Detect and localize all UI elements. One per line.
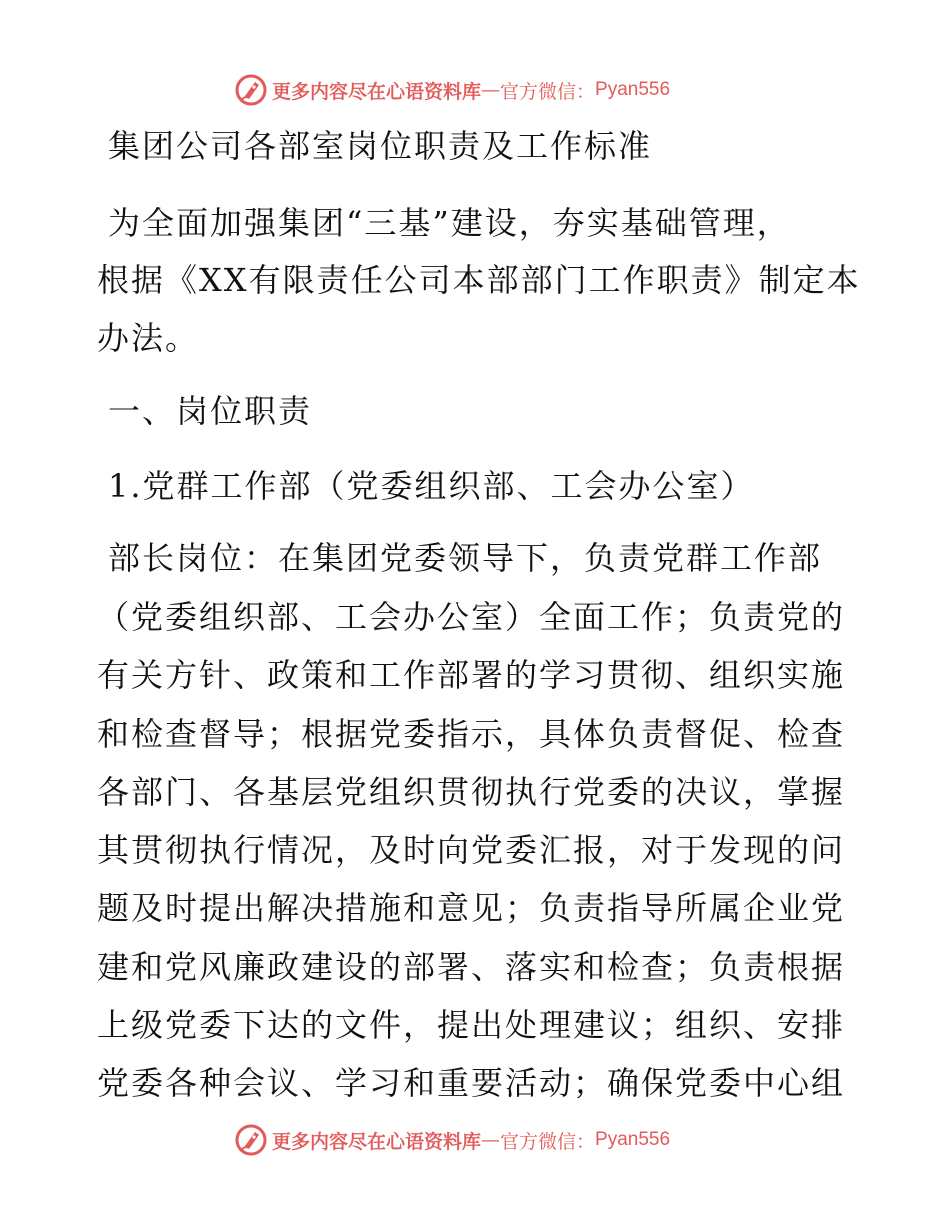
- document-title: 集团公司各部室岗位职责及工作标准: [108, 127, 653, 165]
- body-line: 各部门、各基层党组织贯彻执行党委的决议，掌握: [97, 773, 846, 811]
- intro-line-3: 办法。: [97, 319, 200, 357]
- pen-nib-logo-icon: [234, 1123, 268, 1157]
- body-line: （党委组织部、工会办公室）全面工作；负责党的: [97, 598, 846, 636]
- footer-watermark: [234, 1122, 670, 1158]
- watermark-official-label: 官方微信：: [500, 80, 596, 103]
- body-line: 上级党委下达的文件，提出处理建议；组织、安排: [97, 1006, 846, 1044]
- body-line: 部长岗位：在集团党委领导下，负责党群工作部: [108, 539, 823, 577]
- watermark-wechat-id: Pyan556: [595, 1129, 671, 1150]
- intro-line-2: 根据《XX有限责任公司本部部门工作职责》制定本: [97, 261, 861, 299]
- body-line: 和检查督导；根据党委指示，具体负责督促、检查: [97, 715, 846, 753]
- intro-line-1: 为全面加强集团“三基”建设，夯实基础管理，: [108, 204, 791, 242]
- subsection-heading: 1.党群工作部（党委组织部、工会办公室）: [108, 467, 755, 505]
- body-line: 其贯彻执行情况，及时向党委汇报，对于发现的问: [97, 831, 846, 869]
- body-line: 党委各种会议、学习和重要活动；确保党委中心组: [97, 1064, 846, 1102]
- section-heading: 一、岗位职责: [108, 392, 313, 430]
- pen-nib-logo-icon: [234, 73, 268, 107]
- watermark-main-text: 更多内容尽在心语资料库: [272, 80, 482, 103]
- body-line: 建和党风廉政建设的部署、落实和检查；负责根据: [97, 948, 846, 986]
- body-line: 题及时提出解决措施和意见；负责指导所属企业党: [97, 889, 846, 927]
- watermark-main-text: 更多内容尽在心语资料库: [272, 1130, 482, 1153]
- watermark-dash: —: [481, 1129, 501, 1151]
- body-line: 有关方针、政策和工作部署的学习贯彻、组织实施: [97, 656, 846, 694]
- watermark-wechat-id: Pyan556: [595, 79, 671, 100]
- watermark-dash: —: [481, 79, 501, 101]
- header-watermark: [234, 72, 670, 108]
- watermark-official-label: 官方微信：: [500, 1130, 596, 1153]
